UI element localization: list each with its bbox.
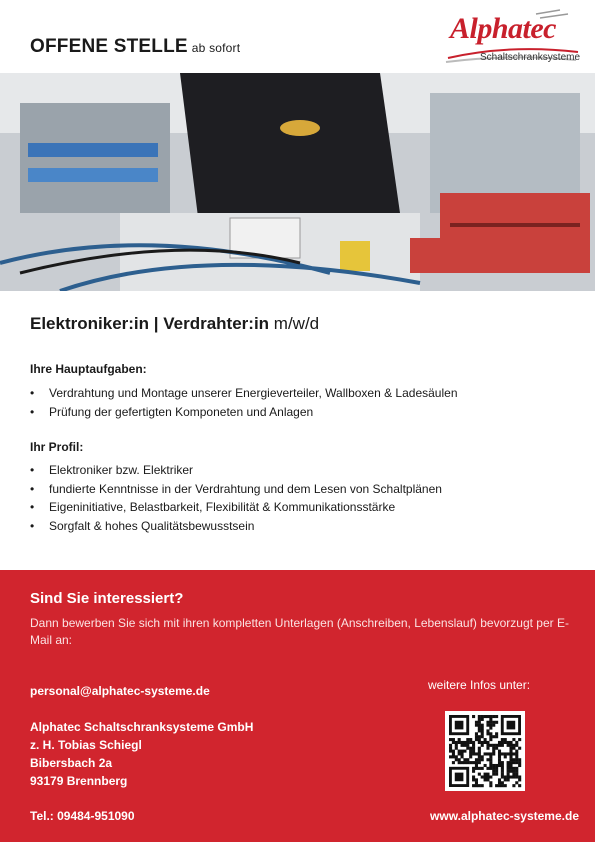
job-title: Elektroniker:in | Verdrahter:in m/w/d [30,314,320,333]
logo-tagline: Schaltschranksysteme [480,52,581,63]
address-line: Alphatec Schaltschranksysteme GmbH [30,720,254,734]
company-logo [440,8,582,70]
profile-list [30,461,442,535]
profile-heading: Ihr Profil: [30,440,84,454]
address-line: 93179 Brennberg [30,774,128,788]
header [0,0,595,73]
logo-brand: Alphatec [450,12,556,45]
more-info-label: weitere Infos unter: [428,678,531,692]
qr-code-icon [445,711,525,791]
address-line: Bibersbach 2a [30,756,113,770]
contact-text: Dann bewerben Sie sich mit ihren kompletten Unterlagen (Anschreiben, Lebenslauf) bevorzugt per E-Mail an: [30,616,569,647]
contact-question: Sind Sie interessiert? [30,590,184,607]
tasks-list [30,384,458,421]
page-subtitle: ab sofort [191,41,241,55]
hero-photo [0,73,595,291]
website-link[interactable]: www.alphatec-systeme.de [430,809,579,823]
contact-panel [0,570,595,842]
list-item: • Sorgfalt & hohes Qualitätsbewusstsein [30,517,442,536]
job-gender: m/w/d [273,314,320,333]
list-item: • fundierte Kenntnisse in der Verdrahtung und dem Lesen von Schaltplänen [30,480,442,499]
list-item: • Elektroniker bzw. Elektriker [30,461,442,480]
contact-email-link[interactable]: personal@alphatec-systeme.de [30,684,210,698]
contact-phone: Tel.: 09484-951090 [30,809,135,823]
contact-address [30,718,253,790]
list-item: • Prüfung der gefertigten Komponeten und Anlagen [30,403,458,422]
list-item: • Verdrahtung und Montage unserer Energieverteiler, Wallboxen & Ladesäulen [30,384,458,403]
tasks-heading: Ihre Hauptaufgaben: [30,362,147,376]
address-line: z. H. Tobias Schiegl [30,738,142,752]
page-title: OFFENE STELLE ab sofort [30,36,241,57]
list-item: • Eigeninitiative, Belastbarkeit, Flexibilität & Kommunikationsstärke [30,498,442,517]
